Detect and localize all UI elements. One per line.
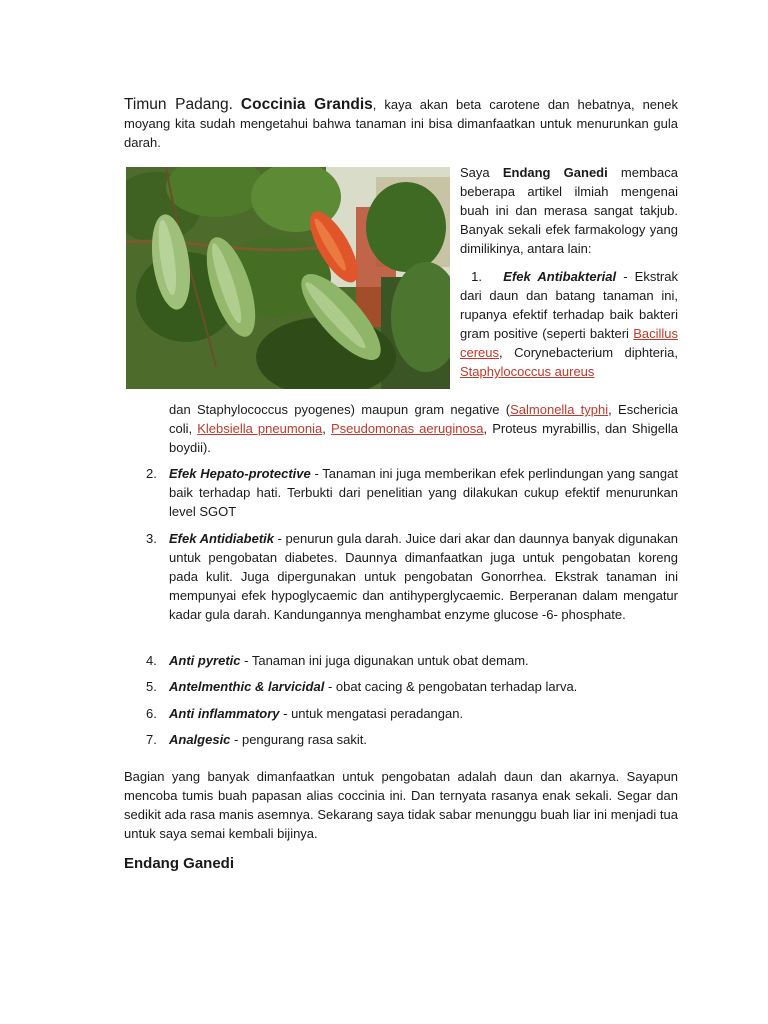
list-item-3 xyxy=(169,529,678,624)
list-item-4 xyxy=(169,651,678,670)
list-item-2 xyxy=(169,464,678,521)
list-item-7-title: Analgesic xyxy=(169,732,231,747)
closing-paragraph: Bagian yang banyak dimanfaatkan untuk pengobatan adalah daun dan akarnya. Sayapun mencoba tumis buah papasan alias coccinia ini. Dan ternyata rasanya enak sekali. Segar dan sedikit ada rasa manis asemnya. Sekarang saya tidak sabar menunggu buah liar ini menjadi tua untuk saya semai kembali bijinya. xyxy=(124,769,678,841)
intro-text: , kaya akan beta carotene dan hebatnya, nenek moyang kita sudah mengetahui bahwa tanaman ini bisa dimanfaatkan untuk menurunkan gula darah. xyxy=(124,97,678,150)
list-item-3-title: Efek Antidiabetik xyxy=(169,531,274,546)
list-item-2-title: Efek Hepato-protective xyxy=(169,466,311,481)
author-inline: Endang Ganedi xyxy=(502,165,608,180)
link-bacillus-cereus[interactable]: Bacillus cereus xyxy=(460,326,678,360)
list-item-5-text: - obat cacing & pengobatan terhadap larva. xyxy=(324,679,578,694)
list-item-1-number: 1. xyxy=(471,269,482,284)
list-item-1-continued xyxy=(169,400,678,457)
signature: Endang Ganedi xyxy=(124,855,235,872)
link-salmonella-typhi[interactable]: Salmonella typhi xyxy=(510,402,609,417)
list-item-5 xyxy=(169,677,678,696)
list-item-4-number: 4. xyxy=(146,653,157,668)
list-item-6-number: 6. xyxy=(146,706,157,721)
list-item-2-number: 2. xyxy=(146,466,157,481)
list-item-3-text: - penurun gula darah. Juice dari akar dan daunnya banyak digunakan untuk pengobatan diabetes. Daunnya dimanfaatkan juga untuk pengobatan koreng pada kulit. Juga dipergunakan untuk pengobatan Gonorrhea. Ekstrak tanaman ini mempunyai efek hypoglycaemic dan antihyperglycaemic. Berperanan dalam mengatur kadar gula darah. Kandungannya menghambat enzyme glucose -6- phosphate. xyxy=(169,531,678,622)
link-pseudomonas-aeruginosa[interactable]: Pseudomonas aeruginosa xyxy=(330,421,484,436)
list-item-6 xyxy=(169,704,678,723)
list-item-5-title: Antelmenthic & larvicidal xyxy=(169,679,325,694)
list-item-1-top xyxy=(460,267,678,381)
list-item-1-text-a: - Ekstrak dari daun dan batang tanaman ini, rupanya efektif terhadap baik bakteri gram positive (seperti bakteri xyxy=(460,269,678,341)
list-item-4-title: Anti pyretic xyxy=(169,653,241,668)
list-item-6-text: - untuk mengatasi peradangan. xyxy=(279,706,464,721)
list-item-4-text: - Tanaman ini juga digunakan untuk obat demam. xyxy=(240,653,529,668)
side-text: membaca beberapa artikel ilmiah mengenai buah ini dan merasa sangat takjub. Banyak sekali efek farmakology yang dimilikinya, antara lain: xyxy=(460,165,678,256)
list-item-7-text: - pengurang rasa sakit. xyxy=(230,732,367,747)
list-item-1-text-d: , Eschericia coli, xyxy=(169,402,678,436)
list-item-5-number: 5. xyxy=(146,679,157,694)
list-item-1-text-e: , xyxy=(322,421,331,436)
side-paragraph xyxy=(460,163,678,258)
list-item-3-number: 3. xyxy=(146,531,157,546)
list-item-1-text-f: , Proteus myrabillis, dan Shigella boydii). xyxy=(169,421,678,455)
species-name: Coccinia Grandis xyxy=(240,96,373,113)
list-item-7-number: 7. xyxy=(146,732,157,747)
side-saya: Saya xyxy=(460,165,490,180)
intro-paragraph xyxy=(124,95,678,152)
list-item-1-text-b: , Corynebacterium diphteria, xyxy=(499,345,678,360)
list-item-1-text-c: dan Staphylococcus pyogenes) maupun gram negative ( xyxy=(169,402,511,417)
link-staphylococcus-aureus[interactable]: Staphylococcus aureus xyxy=(460,364,595,379)
link-klebsiella-pneumonia[interactable]: Klebsiella pneumonia xyxy=(197,421,323,436)
list-item-7 xyxy=(169,730,678,749)
list-item-1-title: Efek Antibakterial xyxy=(503,269,617,284)
coccinia-grandis-photo xyxy=(126,167,450,389)
list-item-2-text: - Tanaman ini juga memberikan efek perlindungan yang sangat baik terhadap hati. Terbukti dari penelitian yang dilakukan cukup efektif menurunkan level SGOT xyxy=(169,466,678,519)
list-item-6-title: Anti inflammatory xyxy=(169,706,280,721)
intro-title: Timun Padang. xyxy=(124,96,233,113)
